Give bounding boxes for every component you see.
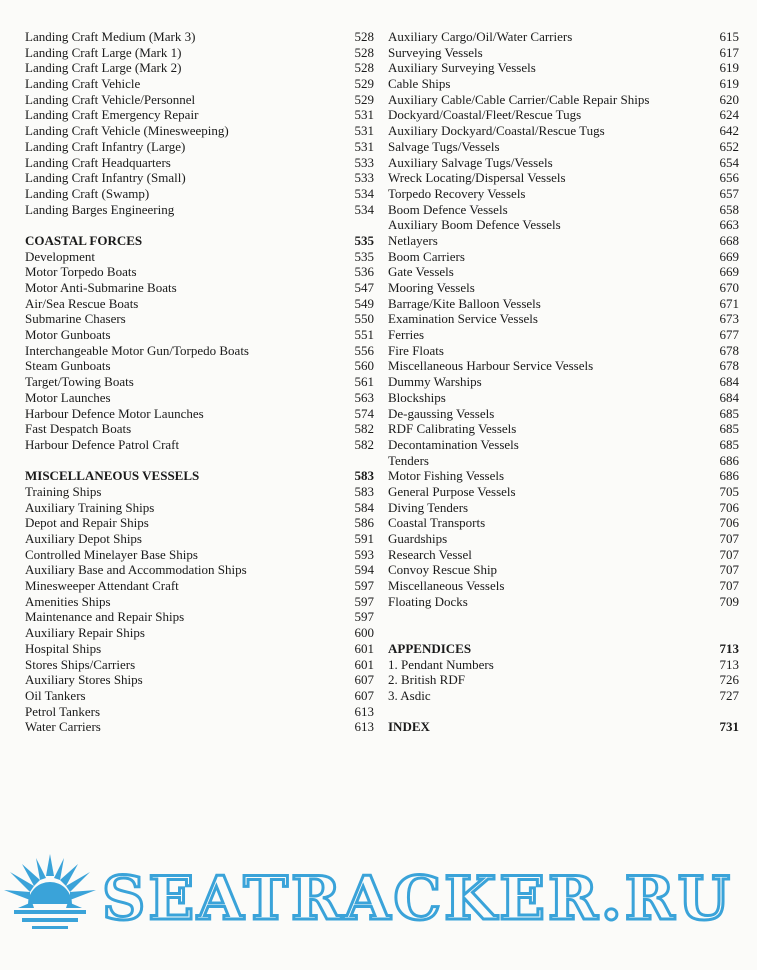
toc-page-number: 657 [719, 185, 739, 201]
toc-entry-label: Stores Ships/Carriers [25, 656, 136, 672]
toc-entry [388, 547, 739, 563]
toc-entry-label: Auxiliary Salvage Tugs/Vessels [388, 154, 553, 170]
toc-entry [25, 562, 374, 578]
toc-entry [25, 672, 374, 688]
toc-entry-label: Submarine Chasers [25, 311, 126, 327]
toc-page-number: 533 [354, 170, 374, 186]
toc-page-number: 727 [719, 687, 739, 703]
toc-page-number: 658 [719, 201, 739, 217]
toc-page-number: 654 [719, 154, 739, 170]
toc-page-number: 707 [719, 562, 739, 578]
toc-page-number: 677 [719, 327, 739, 343]
toc-entry-label: Minesweeper Attendant Craft [25, 578, 179, 594]
toc-entry [25, 186, 374, 202]
toc-page-number: 601 [354, 640, 374, 656]
toc-entry [388, 217, 739, 233]
toc-page-number: 533 [354, 154, 374, 170]
toc-entry-label: Examination Service Vessels [388, 311, 538, 327]
toc-page-number: 551 [354, 327, 374, 343]
toc-right-column [388, 29, 739, 735]
toc-page-number: 668 [719, 232, 739, 248]
toc-page-number: 535 [354, 248, 374, 264]
toc-entry-label: Motor Fishing Vessels [388, 468, 505, 484]
toc-entry [25, 406, 374, 422]
toc-page-number: 620 [719, 91, 739, 107]
toc-entry [388, 374, 739, 390]
toc-page-number: 574 [354, 405, 374, 421]
toc-entry-label: Landing Barges Engineering [25, 201, 175, 217]
toc-entry-label: Fire Floats [388, 342, 444, 358]
toc-entry-label: Research Vessel [388, 546, 472, 562]
toc-entry [388, 45, 739, 61]
toc-entry-label: Auxiliary Training Ships [25, 499, 155, 515]
toc-entry-label: General Purpose Vessels [388, 483, 516, 499]
toc-entry [388, 296, 739, 312]
toc-section-heading [388, 641, 739, 657]
toc-page-number: 531 [354, 138, 374, 154]
toc-page-number: 607 [354, 672, 374, 688]
toc-entry-label: Miscellaneous Vessels [388, 578, 505, 594]
toc-entry [388, 264, 739, 280]
toc-page-number: 607 [354, 687, 374, 703]
toc-entry-label: Harbour Defence Patrol Craft [25, 436, 180, 452]
toc-entry [25, 92, 374, 108]
toc-entry-label: Auxiliary Boom Defence Vessels [388, 217, 561, 233]
toc-page-number: 656 [719, 170, 739, 186]
toc-page-number: 705 [719, 483, 739, 499]
toc-entry [25, 657, 374, 673]
toc-entry [388, 406, 739, 422]
toc-entry [25, 170, 374, 186]
toc-entry [25, 641, 374, 657]
toc-entry [25, 123, 374, 139]
toc-entry-label: Barrage/Kite Balloon Vessels [388, 295, 541, 311]
toc-entry [25, 625, 374, 641]
toc-entry-label: Water Carriers [25, 719, 101, 735]
toc-page-number: 613 [354, 703, 374, 719]
toc-entry-label: 3. Asdic [388, 687, 431, 703]
toc-entry-label: Wreck Locating/Dispersal Vessels [388, 170, 566, 186]
toc-entry-label: Landing Craft Infantry (Small) [25, 170, 186, 186]
toc-page-number: 531 [354, 123, 374, 139]
toc-entry-label: Tenders [388, 452, 429, 468]
toc-entry-label: Amenities Ships [25, 593, 111, 609]
toc-entry [388, 531, 739, 547]
toc-page-number: 685 [719, 405, 739, 421]
toc-entry [388, 76, 739, 92]
toc-page-number: 529 [354, 91, 374, 107]
toc-page-number: 684 [719, 389, 739, 405]
toc-entry-label: Motor Launches [25, 389, 111, 405]
toc-entry-label: Boom Defence Vessels [388, 201, 508, 217]
toc-entry-label: Auxiliary Base and Accommodation Ships [25, 562, 247, 578]
toc-page-number: 528 [354, 60, 374, 76]
toc-entry-label: Landing Craft Emergency Repair [25, 107, 199, 123]
toc-entry [388, 672, 739, 688]
toc-entry-label: Floating Docks [388, 593, 468, 609]
toc-entry-label: Auxiliary Dockyard/Coastal/Rescue Tugs [388, 123, 605, 139]
toc-entry-label: Motor Gunboats [25, 327, 111, 343]
sun-icon [0, 846, 100, 936]
toc-entry-label: Guardships [388, 531, 448, 546]
toc-entry-label: Miscellaneous Harbour Service Vessels [388, 358, 594, 374]
toc-entry [388, 139, 739, 155]
toc-entry-label: Landing Craft Medium (Mark 3) [25, 29, 196, 44]
toc-page-number: 642 [719, 123, 739, 139]
toc-entry [388, 202, 739, 218]
toc-entry [25, 719, 374, 735]
spacer [25, 217, 374, 233]
toc-entry-label: Landing Craft (Swamp) [25, 185, 150, 201]
toc-entry-label: Decontamination Vessels [388, 436, 519, 452]
toc-entry [25, 249, 374, 265]
toc-entry [388, 594, 739, 610]
toc-entry-label: Maintenance and Repair Ships [25, 609, 185, 625]
toc-entry-label: Dummy Warships [388, 374, 482, 390]
toc-page-number: 713 [719, 640, 739, 656]
toc-page-number: 671 [719, 295, 739, 311]
toc-entry [388, 280, 739, 296]
toc-entry-label: Controlled Minelayer Base Ships [25, 546, 198, 562]
toc-entry-label: Cable Ships [388, 76, 451, 92]
toc-entry [25, 547, 374, 563]
toc-entry [25, 76, 374, 92]
toc-entry [25, 609, 374, 625]
toc-page-number: 586 [354, 515, 374, 531]
spacer [25, 453, 374, 469]
toc-entry-label: Auxiliary Repair Ships [25, 625, 145, 641]
toc-page-number: 594 [354, 562, 374, 578]
toc-page-number: 582 [354, 421, 374, 437]
toc-entry-label: Fast Despatch Boats [25, 421, 132, 437]
toc-page-number: 684 [719, 374, 739, 390]
toc-entry-label: Landing Craft Vehicle/Personnel [25, 91, 196, 107]
toc-entry-label: COASTAL FORCES [25, 232, 143, 248]
toc-entry [388, 437, 739, 453]
toc-entry [388, 155, 739, 171]
toc-page-number: 615 [719, 29, 739, 44]
toc-entry [25, 578, 374, 594]
toc-page-number: 534 [354, 185, 374, 201]
toc-entry-label: APPENDICES [388, 640, 472, 656]
toc-entry-label: Diving Tenders [388, 499, 469, 515]
toc-entry [388, 107, 739, 123]
toc-page-number: 561 [354, 374, 374, 390]
toc-entry-label: Torpedo Recovery Vessels [388, 185, 526, 201]
toc-entry [388, 327, 739, 343]
toc-entry-label: Coastal Transports [388, 515, 486, 531]
toc-entry [25, 531, 374, 547]
toc-page-number: 678 [719, 342, 739, 358]
toc-entry [25, 515, 374, 531]
spacer [388, 704, 739, 720]
toc-page-number: 686 [719, 468, 739, 484]
toc-page-number: 597 [354, 609, 374, 625]
toc-page-number: 619 [719, 76, 739, 92]
toc-entry-label: Boom Carriers [388, 248, 465, 264]
toc-entry-label: Landing Craft Headquarters [25, 154, 171, 170]
toc-entry [25, 311, 374, 327]
toc-page-number: 707 [719, 531, 739, 546]
toc-page-number: 663 [719, 217, 739, 233]
toc-page-number: 528 [354, 44, 374, 60]
toc-page-number: 593 [354, 546, 374, 562]
toc-entry-label: RDF Calibrating Vessels [388, 421, 517, 437]
toc-entry [25, 704, 374, 720]
toc-entry [388, 484, 739, 500]
toc-entry [25, 264, 374, 280]
toc-page-number: 619 [719, 60, 739, 76]
toc-entry [388, 688, 739, 704]
toc-page-number: 624 [719, 107, 739, 123]
toc-page-number: 617 [719, 44, 739, 60]
toc-page-number: 678 [719, 358, 739, 374]
toc-entry [25, 484, 374, 500]
toc-page-number: 709 [719, 593, 739, 609]
toc-entry [388, 60, 739, 76]
toc-entry [25, 688, 374, 704]
toc-page-number: 685 [719, 436, 739, 452]
toc-entry [388, 343, 739, 359]
toc-entry-label: Landing Craft Large (Mark 1) [25, 44, 182, 60]
toc-entry [388, 657, 739, 673]
toc-page-number: 583 [354, 483, 374, 499]
toc-entry [388, 358, 739, 374]
toc-entry-label: Auxiliary Stores Ships [25, 672, 143, 688]
toc-page-number: 547 [354, 280, 374, 295]
watermark-text: SEATRACKER.RU [102, 864, 733, 934]
toc-entry [25, 343, 374, 359]
toc-entry [388, 453, 739, 469]
toc-page-number: 669 [719, 264, 739, 280]
toc-entry [388, 170, 739, 186]
toc-entry [25, 139, 374, 155]
toc-entry-label: Harbour Defence Motor Launches [25, 405, 204, 421]
toc-entry [25, 390, 374, 406]
toc-page-number: 560 [354, 358, 374, 374]
toc-page-number: 531 [354, 107, 374, 123]
toc-page-number: 582 [354, 436, 374, 452]
toc-page-number: 591 [354, 531, 374, 546]
toc-entry-label: Convoy Rescue Ship [388, 562, 498, 578]
toc-page-number: 707 [719, 578, 739, 594]
toc-entry-label: Auxiliary Depot Ships [25, 531, 142, 546]
toc-page-number: 528 [354, 29, 374, 44]
toc-entry-label: Hospital Ships [25, 640, 102, 656]
toc-entry [25, 280, 374, 296]
toc-entry-label: Depot and Repair Ships [25, 515, 149, 531]
toc-entry-label: Auxiliary Cargo/Oil/Water Carriers [388, 29, 573, 44]
toc-entry [25, 29, 374, 45]
toc-entry-label: Target/Towing Boats [25, 374, 134, 390]
toc-page-number: 731 [719, 719, 739, 735]
toc-page-number: 584 [354, 499, 374, 515]
toc-page-number: 686 [719, 452, 739, 468]
toc-page-number: 707 [719, 546, 739, 562]
toc-page-number: 673 [719, 311, 739, 327]
toc-entry-label: Petrol Tankers [25, 703, 101, 719]
toc-page-number: 706 [719, 515, 739, 531]
toc-entry-label: 1. Pendant Numbers [388, 656, 494, 672]
toc-entry-label: Oil Tankers [25, 687, 86, 703]
toc-page-number: 549 [354, 295, 374, 311]
toc-entry [388, 123, 739, 139]
toc-entry [388, 515, 739, 531]
toc-entry-label: Landing Craft Vehicle [25, 76, 141, 92]
toc-entry-label: Salvage Tugs/Vessels [388, 138, 500, 154]
toc-entry [25, 437, 374, 453]
toc-entry [25, 374, 374, 390]
toc-entry [388, 390, 739, 406]
toc-page-number: 556 [354, 342, 374, 358]
toc-entry [25, 107, 374, 123]
toc-entry [25, 296, 374, 312]
toc-entry-label: Auxiliary Cable/Cable Carrier/Cable Repair Ships [388, 91, 650, 107]
toc-page-number: 534 [354, 201, 374, 217]
toc-page-number: 601 [354, 656, 374, 672]
toc-entry [25, 421, 374, 437]
toc-entry-label: Mooring Vessels [388, 280, 475, 295]
toc-entry [25, 60, 374, 76]
toc-page-number: 613 [354, 719, 374, 735]
toc-entry [388, 249, 739, 265]
toc-entry-label: Blockships [388, 389, 446, 405]
toc-entry-label: Landing Craft Large (Mark 2) [25, 60, 182, 76]
toc-entry-label: INDEX [388, 719, 430, 735]
toc-entry [388, 562, 739, 578]
toc-entry-label: Auxiliary Surveying Vessels [388, 60, 536, 76]
toc-entry [388, 29, 739, 45]
toc-entry [388, 186, 739, 202]
spacer [388, 609, 739, 640]
toc-entry-label: Motor Anti-Submarine Boats [25, 280, 177, 295]
toc-entry [388, 233, 739, 249]
toc-entry-label: Netlayers [388, 232, 438, 248]
toc-entry [388, 92, 739, 108]
toc-entry-label: Gate Vessels [388, 264, 454, 280]
toc-entry-label: 2. British RDF [388, 672, 465, 688]
toc-page-number: 706 [719, 499, 739, 515]
toc-page-number: 669 [719, 248, 739, 264]
toc-page-number: 600 [354, 625, 374, 641]
toc-page-number: 713 [719, 656, 739, 672]
toc-entry [25, 500, 374, 516]
toc-page-number: 597 [354, 593, 374, 609]
toc-entry-label: Dockyard/Coastal/Fleet/Rescue Tugs [388, 107, 582, 123]
toc-entry [25, 45, 374, 61]
toc-entry-label: Surveying Vessels [388, 44, 483, 60]
toc-page-number: 726 [719, 672, 739, 688]
toc-entry-label: De-gaussing Vessels [388, 405, 495, 421]
toc-entry [25, 358, 374, 374]
toc-page-number: 597 [354, 578, 374, 594]
toc-entry [388, 311, 739, 327]
toc-entry-label: Ferries [388, 327, 425, 343]
toc-entry-label: MISCELLANEOUS VESSELS [25, 468, 200, 484]
toc-entry [388, 468, 739, 484]
toc-entry-label: Air/Sea Rescue Boats [25, 295, 139, 311]
toc-entry-label: Landing Craft Vehicle (Minesweeping) [25, 123, 229, 139]
toc-page-number: 670 [719, 280, 739, 295]
toc-section-heading [25, 233, 374, 249]
toc-entry [25, 594, 374, 610]
toc-section-heading [25, 468, 374, 484]
toc-page-number: 563 [354, 389, 374, 405]
toc-entry-label: Landing Craft Infantry (Large) [25, 138, 186, 154]
toc-entry-label: Motor Torpedo Boats [25, 264, 137, 280]
toc-page-number: 529 [354, 76, 374, 92]
toc-entry [25, 327, 374, 343]
toc-page-number: 652 [719, 138, 739, 154]
toc-entry [388, 500, 739, 516]
toc-left-column [25, 29, 374, 735]
toc-page-number: 535 [354, 232, 374, 248]
toc-entry [25, 202, 374, 218]
toc-entry-label: Interchangeable Motor Gun/Torpedo Boats [25, 342, 249, 358]
toc-section-heading [388, 719, 739, 735]
toc-entry-label: Steam Gunboats [25, 358, 111, 374]
toc-entry [388, 578, 739, 594]
toc-entry [388, 421, 739, 437]
toc-entry [25, 155, 374, 171]
toc-entry-label: Training Ships [25, 483, 102, 499]
toc-page-number: 536 [354, 264, 374, 280]
toc-page-number: 583 [354, 468, 374, 484]
toc-entry-label: Development [25, 248, 96, 264]
toc-page-number: 550 [354, 311, 374, 327]
toc-page-number: 685 [719, 421, 739, 437]
